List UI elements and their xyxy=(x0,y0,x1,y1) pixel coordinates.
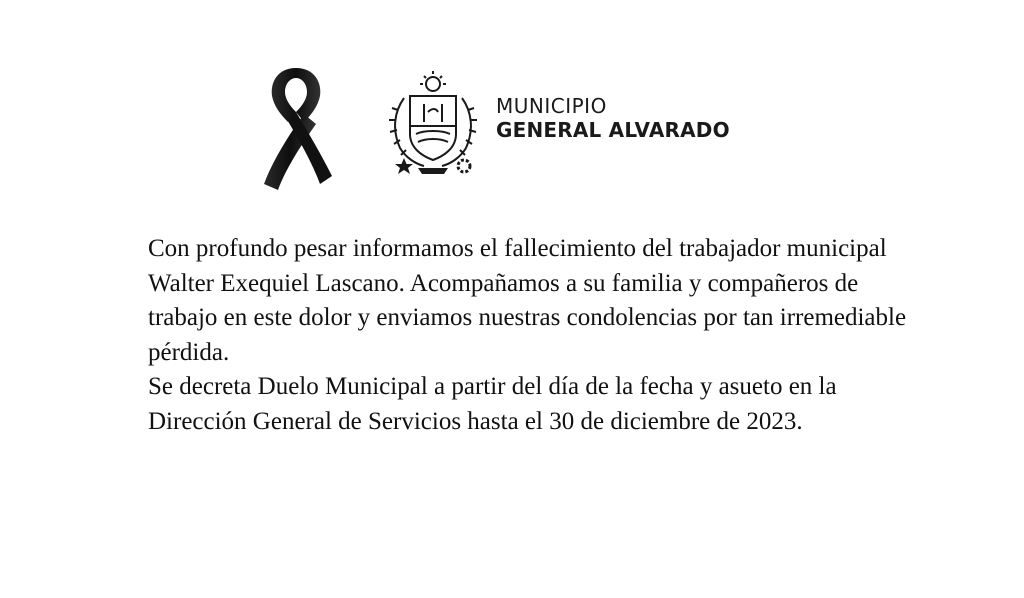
mourning-ribbon-icon xyxy=(258,66,334,190)
mourning-decree-paragraph: Se decreta Duelo Municipal a partir del día de la fecha y asueto en la Dirección General de Servicios hasta el 30 de diciembre de 2023. xyxy=(148,373,837,435)
municipality-brand xyxy=(496,96,730,140)
condolence-message xyxy=(148,232,908,439)
header xyxy=(0,64,1024,194)
brand-line-general-alvarado: GENERAL ALVARADO xyxy=(496,118,730,142)
condolence-paragraph: Con profundo pesar informamos el fallecimiento del trabajador municipal Walter Exequiel Lascano. Acompañamos a su familia y compañeros de trabajo en este dolor y enviamos nuestras condolencias por tan irremediable pérdida. xyxy=(148,235,907,366)
municipal-coat-of-arms xyxy=(384,68,482,178)
brand-line-municipio: MUNICIPIO xyxy=(496,94,607,118)
